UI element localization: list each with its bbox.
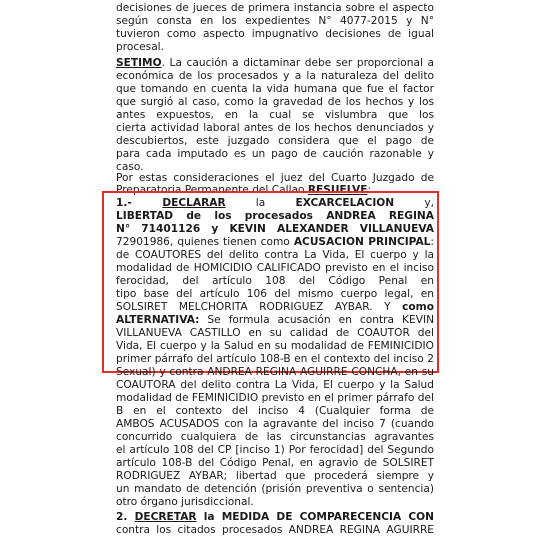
- text-line: decisiones de jueces de primera instancia sobre el aspecto: [116, 2, 434, 14]
- text-line: VILLANUEVA CASTILLO en su calidad de COAUTOR del: [116, 327, 434, 339]
- text-line: ALTERNATIVA: Se formula acusación en contra KEVIN: [116, 314, 434, 326]
- text-line: otro órgano jurisdiccional.: [116, 496, 254, 508]
- text-line: N° 71401126 y KEVIN ALEXANDER VILLANUEVA: [116, 223, 434, 235]
- text-line: que tomando en cuenta la vida humana que fue el factor: [116, 83, 434, 95]
- text-line: cierta actividad laboral antes de los hechos denunciados y: [116, 122, 434, 134]
- text-line: Vida, El cuerpo y la Salud en su modalidad de FEMINICIDIO: [116, 340, 434, 352]
- text-line: procesal.: [116, 41, 164, 53]
- resuelve-line: Preparatoria Permanente del Callao RESUELVE:: [116, 184, 372, 196]
- text-line: tipo base del artículo 106 del mismo cuerpo legal, en: [116, 288, 434, 300]
- text-line: concurrido cualquiera de las circunstancias agravantes: [116, 431, 434, 443]
- text-line: que surgió al caso, como la gravedad de los hechos y los: [116, 96, 434, 108]
- text-line: COAUTORA del delito contra La Vida, El cuerpo y la Salud: [116, 379, 434, 391]
- setimo-label: SETIMO: [116, 57, 162, 69]
- text-line: de COAUTORES del delito contra La Vida, El cuerpo y la: [116, 249, 434, 261]
- text-line: 72901986, quienes tienen como ACUSACIÓN PRINCIPAL:: [116, 236, 434, 248]
- resuelve-label: RESUELVE: [307, 184, 368, 196]
- text-line: contra los citados procesados ANDREA REGINA AGUIRRE: [116, 524, 434, 536]
- resolution-2-heading: 2. DECRETAR la MEDIDA DE COMPARECENCIA CON: [116, 511, 434, 523]
- text-line: artículo 108-B del Código Penal, en agravio de SOLSIRET: [116, 457, 434, 469]
- text-line: según consta en los expedientes N° 4077-2015 y N°: [116, 15, 434, 27]
- text-line: SOLSIRET MELCHORITA RODRIGUEZ AYBAR. Y como: [116, 301, 434, 313]
- resolution-1-heading: 1.- DECLARAR la EXCARCELACIÓN y,: [116, 197, 434, 209]
- text-line: modalidad de FEMINICIDIO previsto en el primer párrafo del: [116, 392, 434, 404]
- text-line: para cada imputado es un pago de caución razonable y: [116, 148, 434, 160]
- text-line: LIBERTAD de los procesados ANDREA REGINA: [116, 210, 434, 222]
- text-line: un mandato de detención (prisión preventiva o sentencia): [116, 483, 434, 495]
- text-line: Por estas consideraciones el juez del Cuarto Juzgado de: [116, 172, 434, 184]
- text-line: tuvieron como aspecto impugnativo decisiones de igual: [116, 28, 434, 40]
- text-line: B en el contexto del inciso 4 (Cualquier forma de: [116, 405, 434, 417]
- text-line: modalidad de HOMICIDIO CALIFICADO previsto en el inciso: [116, 262, 434, 274]
- text-line: descubiertos, este juzgado considera que el pago de: [116, 135, 434, 147]
- decretar-label: DECRETAR: [134, 511, 197, 523]
- text-line: RODRIGUEZ AYBAR; libertad que procederá siempre y: [116, 470, 434, 482]
- text-line: AMBOS ACUSADOS con la agravante del inciso 7 (cuando: [116, 418, 434, 430]
- text-line: Sexual) y contra ANDREA REGINA AGUIRRE CONCHA, en su: [116, 366, 434, 378]
- declarar-label: DECLARAR: [162, 197, 226, 209]
- text-line: el artículo 108 del CP [inciso 1) Por ferocidad] del Segundo: [116, 444, 434, 456]
- text-line: antes expuestos, en la cual se vislumbra que los: [116, 109, 434, 121]
- text-line: económica de los procesados y a la naturaleza del delito: [116, 70, 434, 82]
- text-line: caso.: [116, 161, 144, 173]
- text-line: ferocidad, del artículo 108 del Código Penal en: [116, 275, 434, 287]
- text-line: primer párrafo del artículo 108-B en el contexto del inciso 2: [116, 353, 434, 365]
- setimo-paragraph-start: SETIMO. La caución a dictaminar debe ser proporcional a: [116, 57, 434, 69]
